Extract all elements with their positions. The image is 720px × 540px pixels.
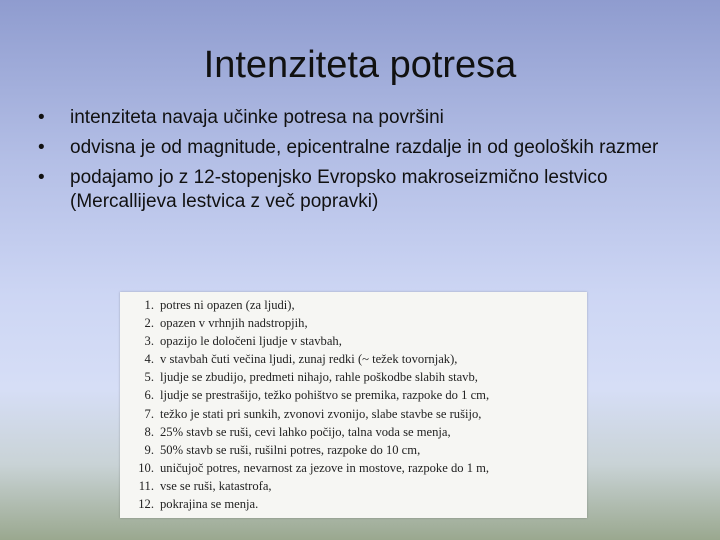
- scale-number: 9.: [144, 442, 154, 457]
- scale-item: [124, 296, 579, 314]
- intensity-scale-image: [120, 292, 587, 518]
- bullet-item: [30, 166, 700, 214]
- scale-number: 6.: [144, 388, 154, 403]
- scale-item: [124, 314, 579, 332]
- scale-text: 50% stavb se ruši, rušilni potres, razpoke do 10 cm,: [160, 442, 421, 457]
- scale-item: [124, 423, 579, 441]
- intensity-scale-list: [124, 296, 579, 513]
- scale-number: 11.: [138, 478, 154, 493]
- scale-item: [124, 386, 579, 404]
- scale-text: ljudje se zbudijo, predmeti nihajo, rahle poškodbe slabih stavb,: [160, 370, 478, 385]
- bullet-marker: •: [38, 167, 45, 188]
- scale-text: opazijo le določeni ljudje v stavbah,: [160, 334, 342, 349]
- scale-number: 1.: [144, 298, 154, 312]
- scale-text: potres ni opazen (za ljudi),: [160, 298, 295, 312]
- slide-title: Intenziteta potresa: [203, 44, 517, 86]
- scale-item: [124, 368, 579, 386]
- bullet-item: [30, 136, 700, 160]
- scale-text: vse se ruši, katastrofa,: [160, 478, 272, 493]
- bullet-item: [30, 106, 700, 130]
- scale-number: 2.: [144, 316, 154, 331]
- bullet-text: intenziteta navaja učinke potresa na površini: [70, 107, 444, 128]
- scale-item: [124, 405, 579, 423]
- scale-text: 25% stavb se ruši, cevi lahko počijo, talna voda se menja,: [160, 424, 451, 439]
- bullet-text: podajamo jo z 12-stopenjsko Evropsko makroseizmično lestvico (Mercallijeva lestvica z več popravki): [70, 167, 608, 212]
- scale-item: [124, 495, 579, 513]
- scale-text: pokrajina se menja.: [160, 497, 259, 512]
- scale-text: opazen v vrhnjih nadstropjih,: [160, 316, 308, 331]
- scale-number: 12.: [138, 497, 154, 512]
- scale-item: [124, 332, 579, 350]
- bullet-marker: •: [38, 107, 45, 128]
- scale-item: [124, 350, 579, 368]
- scale-item: [124, 441, 579, 459]
- scale-number: 3.: [144, 334, 154, 349]
- scale-item: [124, 459, 579, 477]
- scale-item: [124, 477, 579, 495]
- bullet-text: odvisna je od magnitude, epicentralne razdalje in od geoloških razmer: [70, 137, 659, 158]
- scale-number: 5.: [144, 370, 154, 385]
- scale-text: ljudje se prestrašijo, težko pohištvo se premika, razpoke do 1 cm,: [160, 388, 490, 403]
- bullet-list: [30, 106, 700, 220]
- scale-number: 4.: [144, 352, 154, 367]
- scale-number: 10.: [138, 460, 154, 475]
- scale-text: težko je stati pri sunkih, zvonovi zvonijo, slabe stavbe se rušijo,: [160, 406, 482, 421]
- scale-text: v stavbah čuti večina ljudi, zunaj redki (~ težek tovornjak),: [160, 352, 458, 367]
- scale-number: 8.: [144, 424, 154, 439]
- scale-number: 7.: [144, 406, 154, 421]
- scale-text: uničujoč potres, nevarnost za jezove in mostove, razpoke do 1 m,: [160, 460, 490, 475]
- bullet-marker: •: [38, 137, 45, 158]
